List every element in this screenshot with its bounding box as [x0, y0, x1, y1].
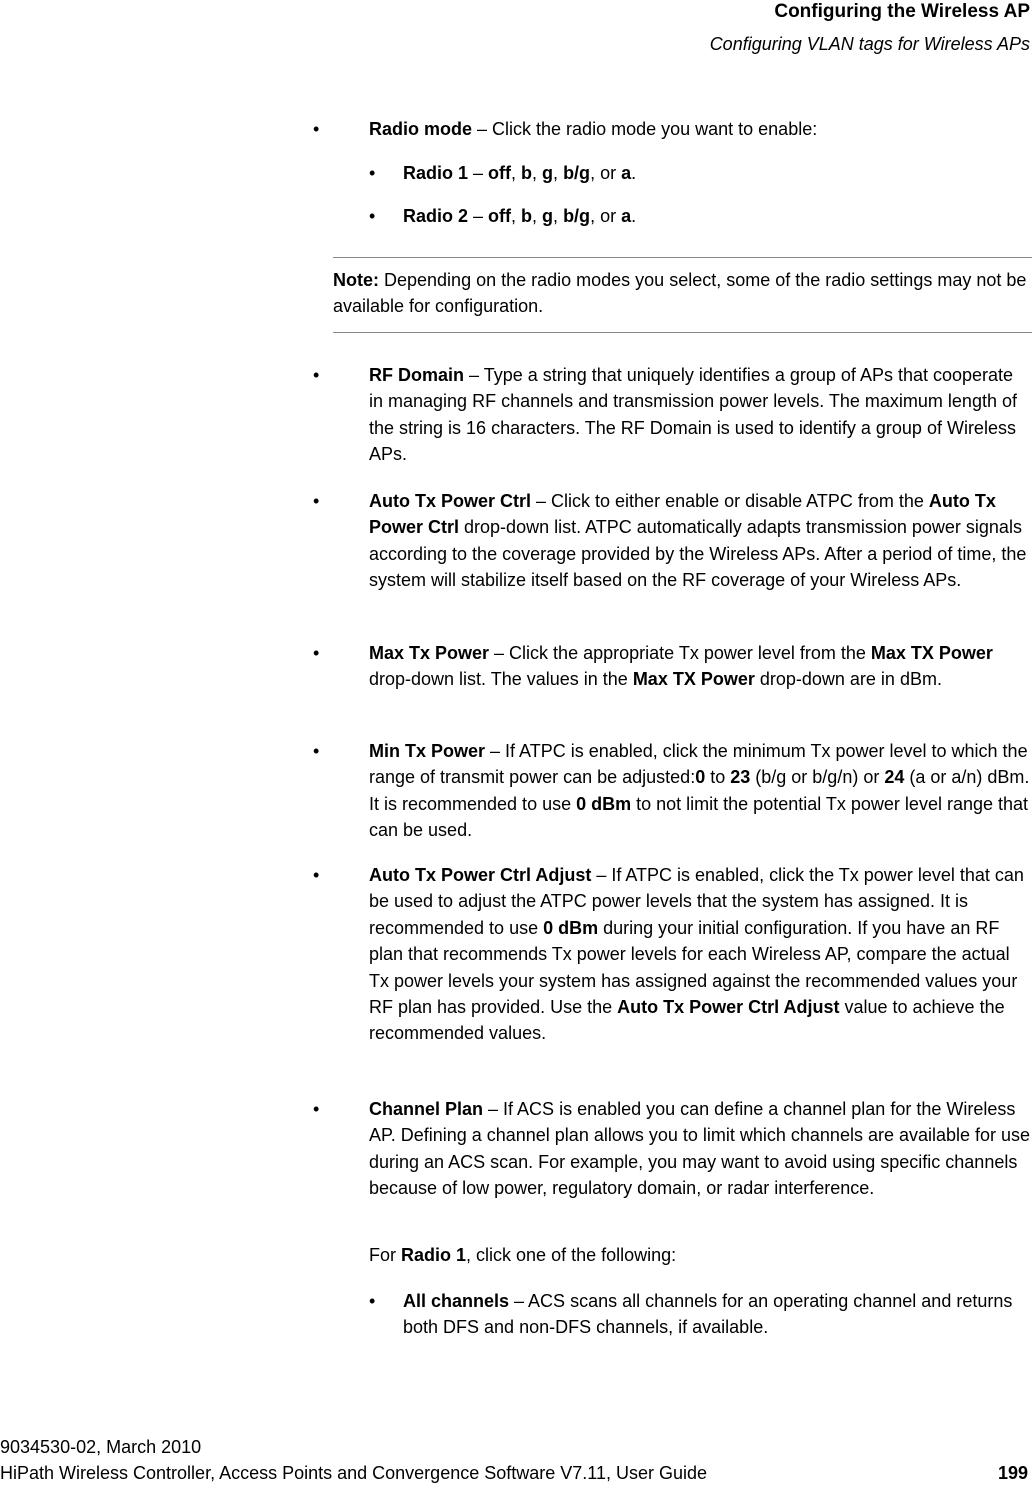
- radio-mode-label: Radio mode: [369, 119, 473, 139]
- note-block: [333, 267, 1032, 320]
- radio1-item: Radio 1 – off, b, g, b/g, or a.: [403, 163, 637, 183]
- note-label: Note:: [333, 270, 379, 290]
- radio2-item: Radio 2 – off, b, g, b/g, or a.: [403, 206, 637, 226]
- bullet-icon: •: [313, 741, 320, 761]
- bullet-icon: •: [313, 119, 320, 139]
- bullet-icon: •: [369, 206, 376, 226]
- footer-doc-id: 9034530-02, March 2010: [0, 1437, 202, 1457]
- page-number: 199: [997, 1463, 1028, 1483]
- note-text: Depending on the radio modes you select, some of the radio settings may not be available for configuration.: [333, 270, 1027, 317]
- min-tx-item: Min Tx Power – If ATPC is enabled, click the minimum Tx power level to which the range of transmit power can be adjusted:0 to 23 (b/g or b/g/n) or 24 (a or a/n) dBm. It is recommended to use 0 dBm to not limit the potential Tx power level range that can be used.: [369, 741, 1030, 841]
- auto-adjust-item: Auto Tx Power Ctrl Adjust – If ATPC is enabled, click the Tx power level that can be used to adjust the ATPC power levels that the system has assigned. It is recommended to use 0 dBm during your initial configuration. If you have an RF plan that recommends Tx power levels for each Wireless AP, compare the actual Tx power levels your system has assigned against the recommended values your RF plan has provided. Use the Auto Tx Power Ctrl Adjust value to achieve the recommended values.: [369, 865, 1024, 1044]
- channel-plan-item: Channel Plan – If ACS is enabled you can define a channel plan for the Wireless AP. Defining a channel plan allows you to limit which channels are available for use during an ACS scan. For example, you may want to avoid using specific channels because of low power, regulatory domain, or radar interference.: [369, 1099, 1031, 1199]
- footer-product: HiPath Wireless Controller, Access Points and Convergence Software V7.11, User Guide: [0, 1463, 708, 1483]
- radio-mode-text: – Click the radio mode you want to enable:: [472, 119, 818, 139]
- bullet-icon: •: [313, 865, 320, 885]
- max-tx-item: Max Tx Power – Click the appropriate Tx power level from the Max TX Power drop-down list. The values in the Max TX Power drop-down are in dBm.: [369, 643, 993, 690]
- rf-domain-item: RF Domain – Type a string that uniquely identifies a group of APs that cooperate in managing RF channels and transmission power levels. The maximum length of the string is 16 characters. The RF Domain is used to identify a group of Wireless APs.: [369, 365, 1017, 465]
- note-bottom-rule: [333, 332, 1032, 333]
- radio-mode-item: [369, 116, 1031, 142]
- bullet-icon: •: [313, 1099, 320, 1119]
- header-subtitle: Configuring VLAN tags for Wireless APs: [709, 34, 1030, 54]
- all-channels-item: All channels – ACS scans all channels for an operating channel and returns both DFS and non-DFS channels, if available.: [403, 1291, 1013, 1338]
- bullet-icon: •: [313, 365, 320, 385]
- bullet-icon: •: [369, 1291, 376, 1311]
- radio1-intro: For Radio 1, click one of the following:: [369, 1245, 677, 1265]
- note-top-rule: [333, 257, 1032, 258]
- bullet-icon: •: [313, 491, 320, 511]
- bullet-icon: •: [313, 643, 320, 663]
- bullet-icon: •: [369, 163, 376, 183]
- auto-tx-item: Auto Tx Power Ctrl – Click to either enable or disable ATPC from the Auto Tx Power Ctrl drop-down list. ATPC automatically adapts transmission power signals according to the coverage provided by the Wireless APs. After a period of time, the system will stabilize itself based on the RF coverage of your Wireless APs.: [369, 491, 1027, 591]
- header-title: Configuring the Wireless AP: [774, 1, 1030, 22]
